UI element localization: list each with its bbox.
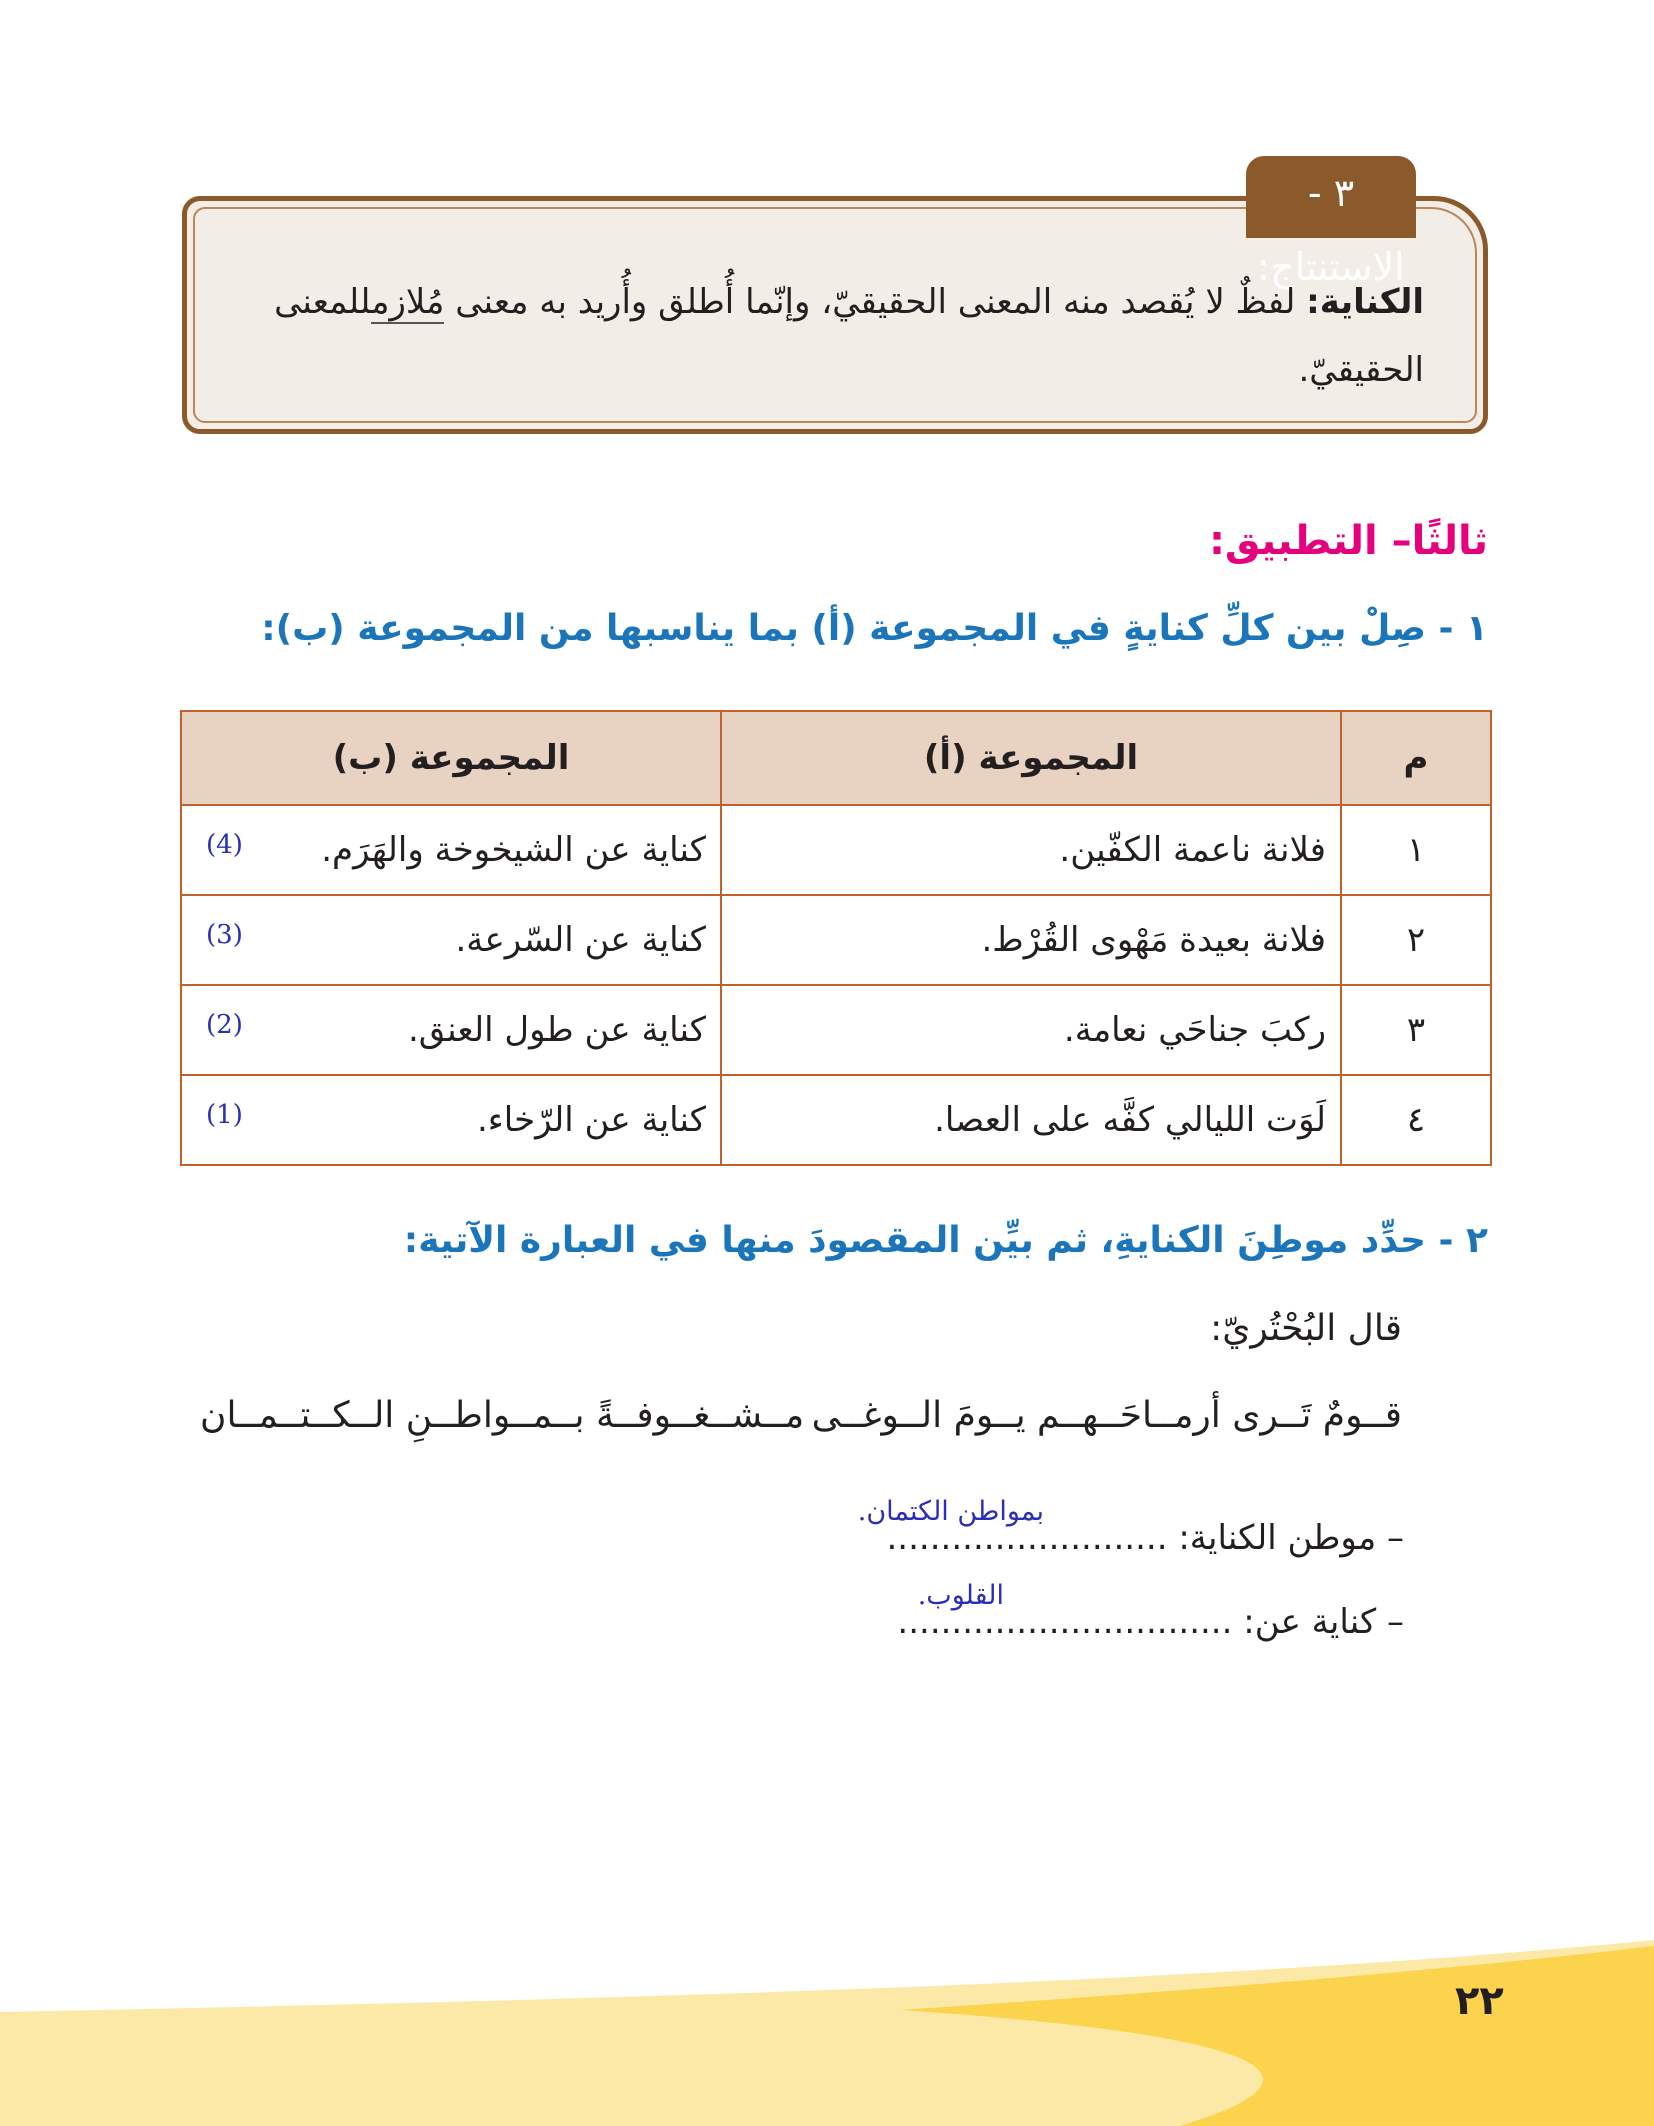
row-group-b — [181, 1075, 721, 1165]
handwritten-answer: (4) — [206, 830, 243, 860]
section-title: ثالثًا– التطبيق: — [1208, 518, 1488, 564]
header-group-b: المجموعة (ب) — [181, 711, 721, 805]
header-group-a: المجموعة (أ) — [721, 711, 1341, 805]
matching-table — [180, 710, 1492, 1166]
definition-part1: لفظٌ لا يُقصد منه المعنى الحقيقيّ، وإنّما أُطلق وأُريد به معنى — [455, 282, 1296, 322]
handwritten-answer: (3) — [206, 920, 243, 950]
row-group-a: فلانة بعيدة مَهْوى القُرْط. — [721, 895, 1341, 985]
row-group-b-text: كناية عن الرّخاء. — [476, 1100, 706, 1140]
location-label: – موطن الكناية: — [1178, 1518, 1404, 1558]
page-number: ٢٢ — [1455, 1978, 1504, 2024]
row-group-b — [181, 895, 721, 985]
row-num: ٤ — [1341, 1075, 1491, 1165]
row-group-b — [181, 805, 721, 895]
conclusion-text — [194, 268, 1424, 404]
row-group-a: ركبَ جناحَي نعامة. — [721, 985, 1341, 1075]
row-num: ١ — [1341, 805, 1491, 895]
row-group-b — [181, 985, 721, 1075]
location-dots: .......................... — [886, 1518, 1168, 1558]
location-line — [887, 1518, 1405, 1558]
definition-line2: الحقيقيّ. — [1298, 350, 1424, 390]
table-header-row — [181, 711, 1491, 805]
handwritten-location-answer: بمواطن الكتمان. — [857, 1496, 1044, 1527]
table-row — [181, 1075, 1491, 1165]
question2-prompt: ٢ - حدِّد موطِنَ الكنايةِ، ثم بيِّن المقصودَ منها في العبارة الآتية: — [403, 1220, 1488, 1261]
handwritten-answer: (1) — [206, 1100, 243, 1130]
row-group-b-text: كناية عن الشيخوخة والهَرَم. — [321, 830, 706, 870]
row-group-b-text: كناية عن طول العنق. — [407, 1010, 706, 1050]
row-num: ٣ — [1341, 985, 1491, 1075]
row-group-b-text: كناية عن السّرعة. — [455, 920, 706, 960]
poet-intro: قال البُحْتُريّ: — [1210, 1308, 1402, 1349]
row-num: ٢ — [1341, 895, 1491, 985]
row-group-a: فلانة ناعمة الكفّين. — [721, 805, 1341, 895]
table-row — [181, 895, 1491, 985]
meaning-line — [897, 1602, 1404, 1642]
table-row — [181, 985, 1491, 1075]
underlined-word: مُلازم — [371, 282, 445, 322]
term-label: الكناية: — [1306, 282, 1424, 322]
question1-prompt: ١ - صِلْ بين كلِّ كنايةٍ في المجموعة (أ) بما يناسبها من المجموعة (ب): — [261, 608, 1488, 649]
meaning-dots: ............................... — [897, 1602, 1233, 1642]
verse-first-hemistich: قــومٌ تَــرى أرمــاحَــهــم يــومَ الــوغــى — [811, 1395, 1402, 1436]
footer-swoosh — [0, 1940, 1654, 2126]
conclusion-tab: ٣ - الاستنتاج: — [1246, 156, 1416, 238]
meaning-label: – كناية عن: — [1243, 1602, 1404, 1642]
handwritten-answer: (2) — [206, 1010, 243, 1040]
verse-second-hemistich: مــشــغــوفــةً بــمــواطــنِ الــكــتــمــان — [200, 1395, 805, 1436]
row-group-a: لَوَت الليالي كفَّه على العصا. — [721, 1075, 1341, 1165]
definition-part2: للمعنى — [274, 282, 372, 322]
handwritten-meaning-answer: القلوب. — [917, 1580, 1004, 1611]
table-row — [181, 805, 1491, 895]
header-num: م — [1341, 711, 1491, 805]
